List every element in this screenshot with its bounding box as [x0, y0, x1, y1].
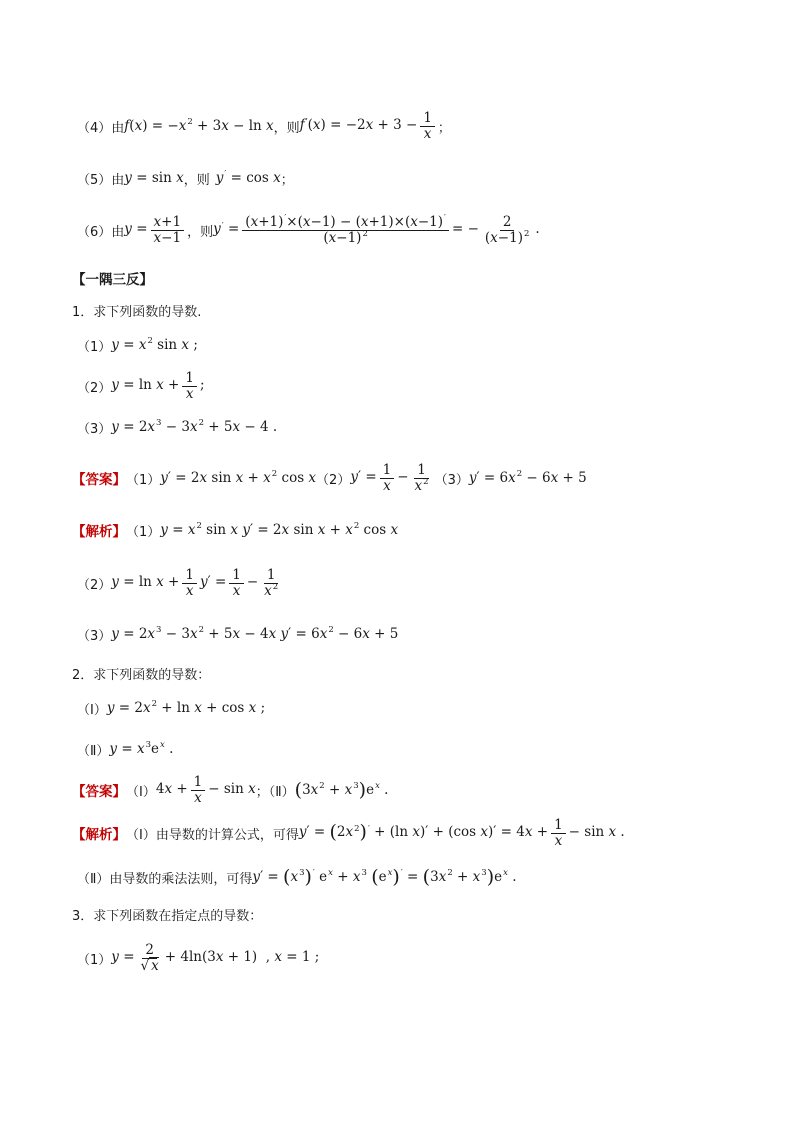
math-expression: f′(x) = −2x + 3 − $\frac{1}{x}$	[300, 111, 438, 140]
question-1-item-2	[77, 366, 754, 406]
item-label: （3）	[434, 472, 469, 488]
math-expression: $y' = 6x^2 - 6x + 5$	[468, 469, 587, 486]
item-label: （Ⅰ）	[77, 702, 107, 718]
question-1-analysis-1	[72, 510, 754, 550]
text-cn: 由导数的乘法法则，可得	[109, 871, 253, 887]
item-label: （1）	[77, 952, 112, 968]
math-expression: 4x + $\frac{1}{x}$ − sin x	[155, 774, 256, 806]
question-1-item-3	[77, 407, 754, 447]
math-expression: y = $\frac{2}{√ x}$ + 4ln(3x + 1) , x = 1 ;	[111, 942, 320, 974]
item-label: （Ⅰ）	[126, 827, 156, 843]
item-label: （4）	[77, 120, 112, 136]
question-3-item-1	[77, 938, 754, 978]
math-expression: $(3x^2 + x^3)e^x$ .	[294, 778, 389, 801]
question-text: 2．求下列函数的导数：	[72, 667, 211, 683]
text-cn: ；（Ⅱ）	[255, 784, 295, 800]
item-label: （Ⅱ）	[77, 871, 110, 887]
question-2-answer	[72, 770, 754, 810]
question-3-title	[72, 894, 754, 934]
text-cn: 由	[111, 224, 125, 240]
math-expression: y′ = 2x $\sin x + x^2$ cos x	[160, 469, 317, 486]
math-expression: y′ = cos x	[215, 169, 281, 186]
question-1-answer	[72, 458, 754, 498]
question-2-analysis-1	[72, 813, 754, 853]
math-expression: y = ln x + $\frac{1}{x}$ ;	[111, 370, 205, 402]
math-expression: $y' = (2x^2)' + (\ln$ x)′ + (cos x)′ = 4x + $\frac{1}{x}$ − sin x .	[298, 817, 625, 849]
question-2-item-1	[77, 688, 754, 728]
question-1-title	[72, 290, 754, 330]
example-line-5	[77, 158, 754, 198]
math-expression: $f(x) = -x^2 + 3x - \ln x$	[124, 117, 274, 134]
question-2-item-2	[77, 729, 754, 769]
item-label: （Ⅱ）	[77, 743, 110, 759]
math-expression: y = ln x + $\frac{1}{x}$ y′ = $\frac{1}{x}$ − $\frac{1}{x^2}$	[111, 567, 279, 599]
item-label: （5）	[77, 172, 112, 188]
math-expression: y = $\frac{x+1}{x-1}$	[124, 215, 187, 244]
item-label: （Ⅰ）	[126, 784, 156, 800]
question-1-item-1	[77, 325, 754, 365]
item-label: （2）	[77, 577, 112, 593]
item-label: （1）	[126, 472, 161, 488]
example-line-6	[77, 210, 754, 250]
item-label: （2）	[316, 472, 351, 488]
math-expression: $y = x^2$ sin x ;	[111, 336, 198, 353]
question-2-title	[72, 653, 754, 693]
item-label: （3）	[77, 628, 112, 644]
question-text: 1．求下列函数的导数.	[72, 304, 202, 320]
text-cn: ，则	[273, 120, 300, 136]
answer-tag: 【答案】	[72, 472, 126, 488]
text-cn: 由导数的计算公式，可得	[155, 827, 299, 843]
answer-tag: 【答案】	[72, 784, 126, 800]
question-2-analysis-2	[77, 857, 754, 897]
question-1-analysis-2	[77, 563, 754, 603]
question-text: 3．求下列函数在指定点的导数：	[72, 908, 263, 924]
text-cn: 由	[111, 172, 125, 188]
item-label: （1）	[77, 339, 112, 355]
item-label: （3）	[77, 421, 112, 437]
item-label: （1）	[126, 524, 161, 540]
example-line-4	[77, 106, 754, 146]
math-expression: $y = x^3e^x$ .	[109, 740, 174, 757]
text-cn: ，则	[187, 224, 214, 240]
text-cn: 由	[111, 120, 125, 136]
math-expression: $y' = (x^3)'$ $e^x + x^3$ $(e^x)' = (3x^2 + x^3)e^x$ .	[252, 865, 517, 888]
math-expression: $y = 2x^3 - 3x^2 + 5x - 4$ .	[111, 418, 278, 435]
math-expression: y′ = $\frac{1}{x}$ − $\frac{1}{x^2}$	[350, 462, 429, 494]
item-label: （2）	[77, 380, 112, 396]
math-expression: y′ = $\frac{(x+1)'\times(x-1) - (x+1)\times(x-1)'}{(x-1)^2}$ = − $\frac{2}{(x-1)^2}$ .	[213, 213, 540, 246]
analysis-tag: 【解析】	[72, 827, 126, 843]
text-cn: ；	[437, 120, 451, 136]
math-expression: $y = 2x^3 - 3x^2 + 5x - 4x$ $y' = 6x^2 - 6x + 5$	[111, 625, 399, 642]
math-expression: $y = x^2$ sin x y′ = 2x $\sin x + x^2$ cos x	[160, 521, 399, 538]
math-expression: y = sin x	[124, 170, 184, 186]
text-cn: ，则	[183, 172, 210, 188]
question-1-analysis-3	[77, 614, 754, 654]
section-title: 【一隅三反】	[72, 272, 153, 288]
math-expression: $y = 2x^2 + \ln x + \cos x$ ;	[106, 699, 266, 716]
analysis-tag: 【解析】	[72, 524, 126, 540]
text-cn: ；	[280, 172, 294, 188]
item-label: （6）	[77, 224, 112, 240]
